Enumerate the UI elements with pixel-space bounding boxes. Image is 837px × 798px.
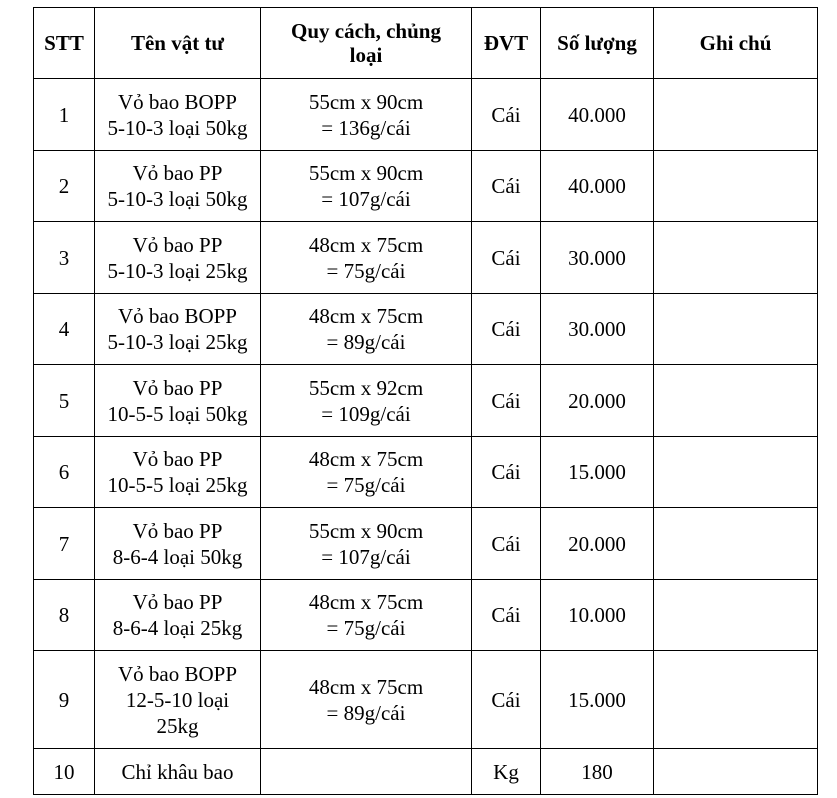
cell-stt: 10: [34, 749, 95, 795]
table-row: [34, 749, 818, 795]
cell-quantity: 180: [541, 749, 654, 795]
cell-unit: Cái: [472, 508, 541, 580]
cell-stt: 6: [34, 437, 95, 508]
table-row: [34, 294, 818, 365]
table-row: [34, 222, 818, 294]
cell-material-name: Vỏ bao PP 5-10-3 loại 50kg: [95, 151, 261, 222]
cell-stt: 7: [34, 508, 95, 580]
cell-material-name: Vỏ bao PP 10-5-5 loại 25kg: [95, 437, 261, 508]
header-stt: STT: [34, 8, 95, 79]
cell-unit: Cái: [472, 222, 541, 294]
table-row: [34, 79, 818, 151]
header-material-name: Tên vật tư: [95, 8, 261, 79]
cell-stt: 5: [34, 365, 95, 437]
cell-specification: 48cm x 75cm = 89g/cái: [261, 651, 472, 749]
cell-quantity: 30.000: [541, 222, 654, 294]
cell-specification: 48cm x 75cm = 89g/cái: [261, 294, 472, 365]
cell-material-name: Vỏ bao BOPP 5-10-3 loại 50kg: [95, 79, 261, 151]
cell-quantity: 10.000: [541, 580, 654, 651]
cell-specification: 55cm x 90cm = 107g/cái: [261, 508, 472, 580]
cell-unit: Cái: [472, 151, 541, 222]
table-row: [34, 580, 818, 651]
cell-quantity: 20.000: [541, 365, 654, 437]
cell-specification: 55cm x 90cm = 107g/cái: [261, 151, 472, 222]
table-row: [34, 151, 818, 222]
cell-quantity: 15.000: [541, 437, 654, 508]
cell-quantity: 15.000: [541, 651, 654, 749]
cell-note: [654, 151, 818, 222]
header-quantity: Số lượng: [541, 8, 654, 79]
cell-unit: Cái: [472, 365, 541, 437]
cell-unit: Cái: [472, 580, 541, 651]
cell-material-name: Chỉ khâu bao: [95, 749, 261, 795]
cell-specification: [261, 749, 472, 795]
cell-note: [654, 365, 818, 437]
cell-unit: Cái: [472, 79, 541, 151]
cell-note: [654, 294, 818, 365]
cell-material-name: Vỏ bao PP 10-5-5 loại 50kg: [95, 365, 261, 437]
cell-note: [654, 580, 818, 651]
header-row: [34, 8, 818, 79]
cell-material-name: Vỏ bao BOPP 12-5-10 loại 25kg: [95, 651, 261, 749]
table-row: [34, 508, 818, 580]
cell-stt: 9: [34, 651, 95, 749]
cell-unit: Cái: [472, 651, 541, 749]
cell-note: [654, 508, 818, 580]
header-unit: ĐVT: [472, 8, 541, 79]
cell-note: [654, 79, 818, 151]
cell-specification: 48cm x 75cm = 75g/cái: [261, 222, 472, 294]
cell-material-name: Vỏ bao BOPP 5-10-3 loại 25kg: [95, 294, 261, 365]
cell-stt: 1: [34, 79, 95, 151]
cell-note: [654, 437, 818, 508]
cell-quantity: 30.000: [541, 294, 654, 365]
cell-material-name: Vỏ bao PP 8-6-4 loại 25kg: [95, 580, 261, 651]
cell-specification: 48cm x 75cm = 75g/cái: [261, 437, 472, 508]
cell-stt: 8: [34, 580, 95, 651]
cell-specification: 48cm x 75cm = 75g/cái: [261, 580, 472, 651]
cell-specification: 55cm x 90cm = 136g/cái: [261, 79, 472, 151]
table-row: [34, 437, 818, 508]
cell-unit: Cái: [472, 437, 541, 508]
cell-unit: Kg: [472, 749, 541, 795]
table-row: [34, 365, 818, 437]
cell-quantity: 40.000: [541, 79, 654, 151]
cell-note: [654, 749, 818, 795]
cell-stt: 2: [34, 151, 95, 222]
cell-note: [654, 222, 818, 294]
cell-quantity: 20.000: [541, 508, 654, 580]
cell-unit: Cái: [472, 294, 541, 365]
cell-stt: 3: [34, 222, 95, 294]
cell-stt: 4: [34, 294, 95, 365]
materials-table: [33, 7, 818, 795]
cell-specification: 55cm x 92cm = 109g/cái: [261, 365, 472, 437]
cell-quantity: 40.000: [541, 151, 654, 222]
table-row: [34, 651, 818, 749]
header-specification: Quy cách, chủng loại: [261, 8, 472, 79]
cell-note: [654, 651, 818, 749]
header-note: Ghi chú: [654, 8, 818, 79]
cell-material-name: Vỏ bao PP 5-10-3 loại 25kg: [95, 222, 261, 294]
cell-material-name: Vỏ bao PP 8-6-4 loại 50kg: [95, 508, 261, 580]
